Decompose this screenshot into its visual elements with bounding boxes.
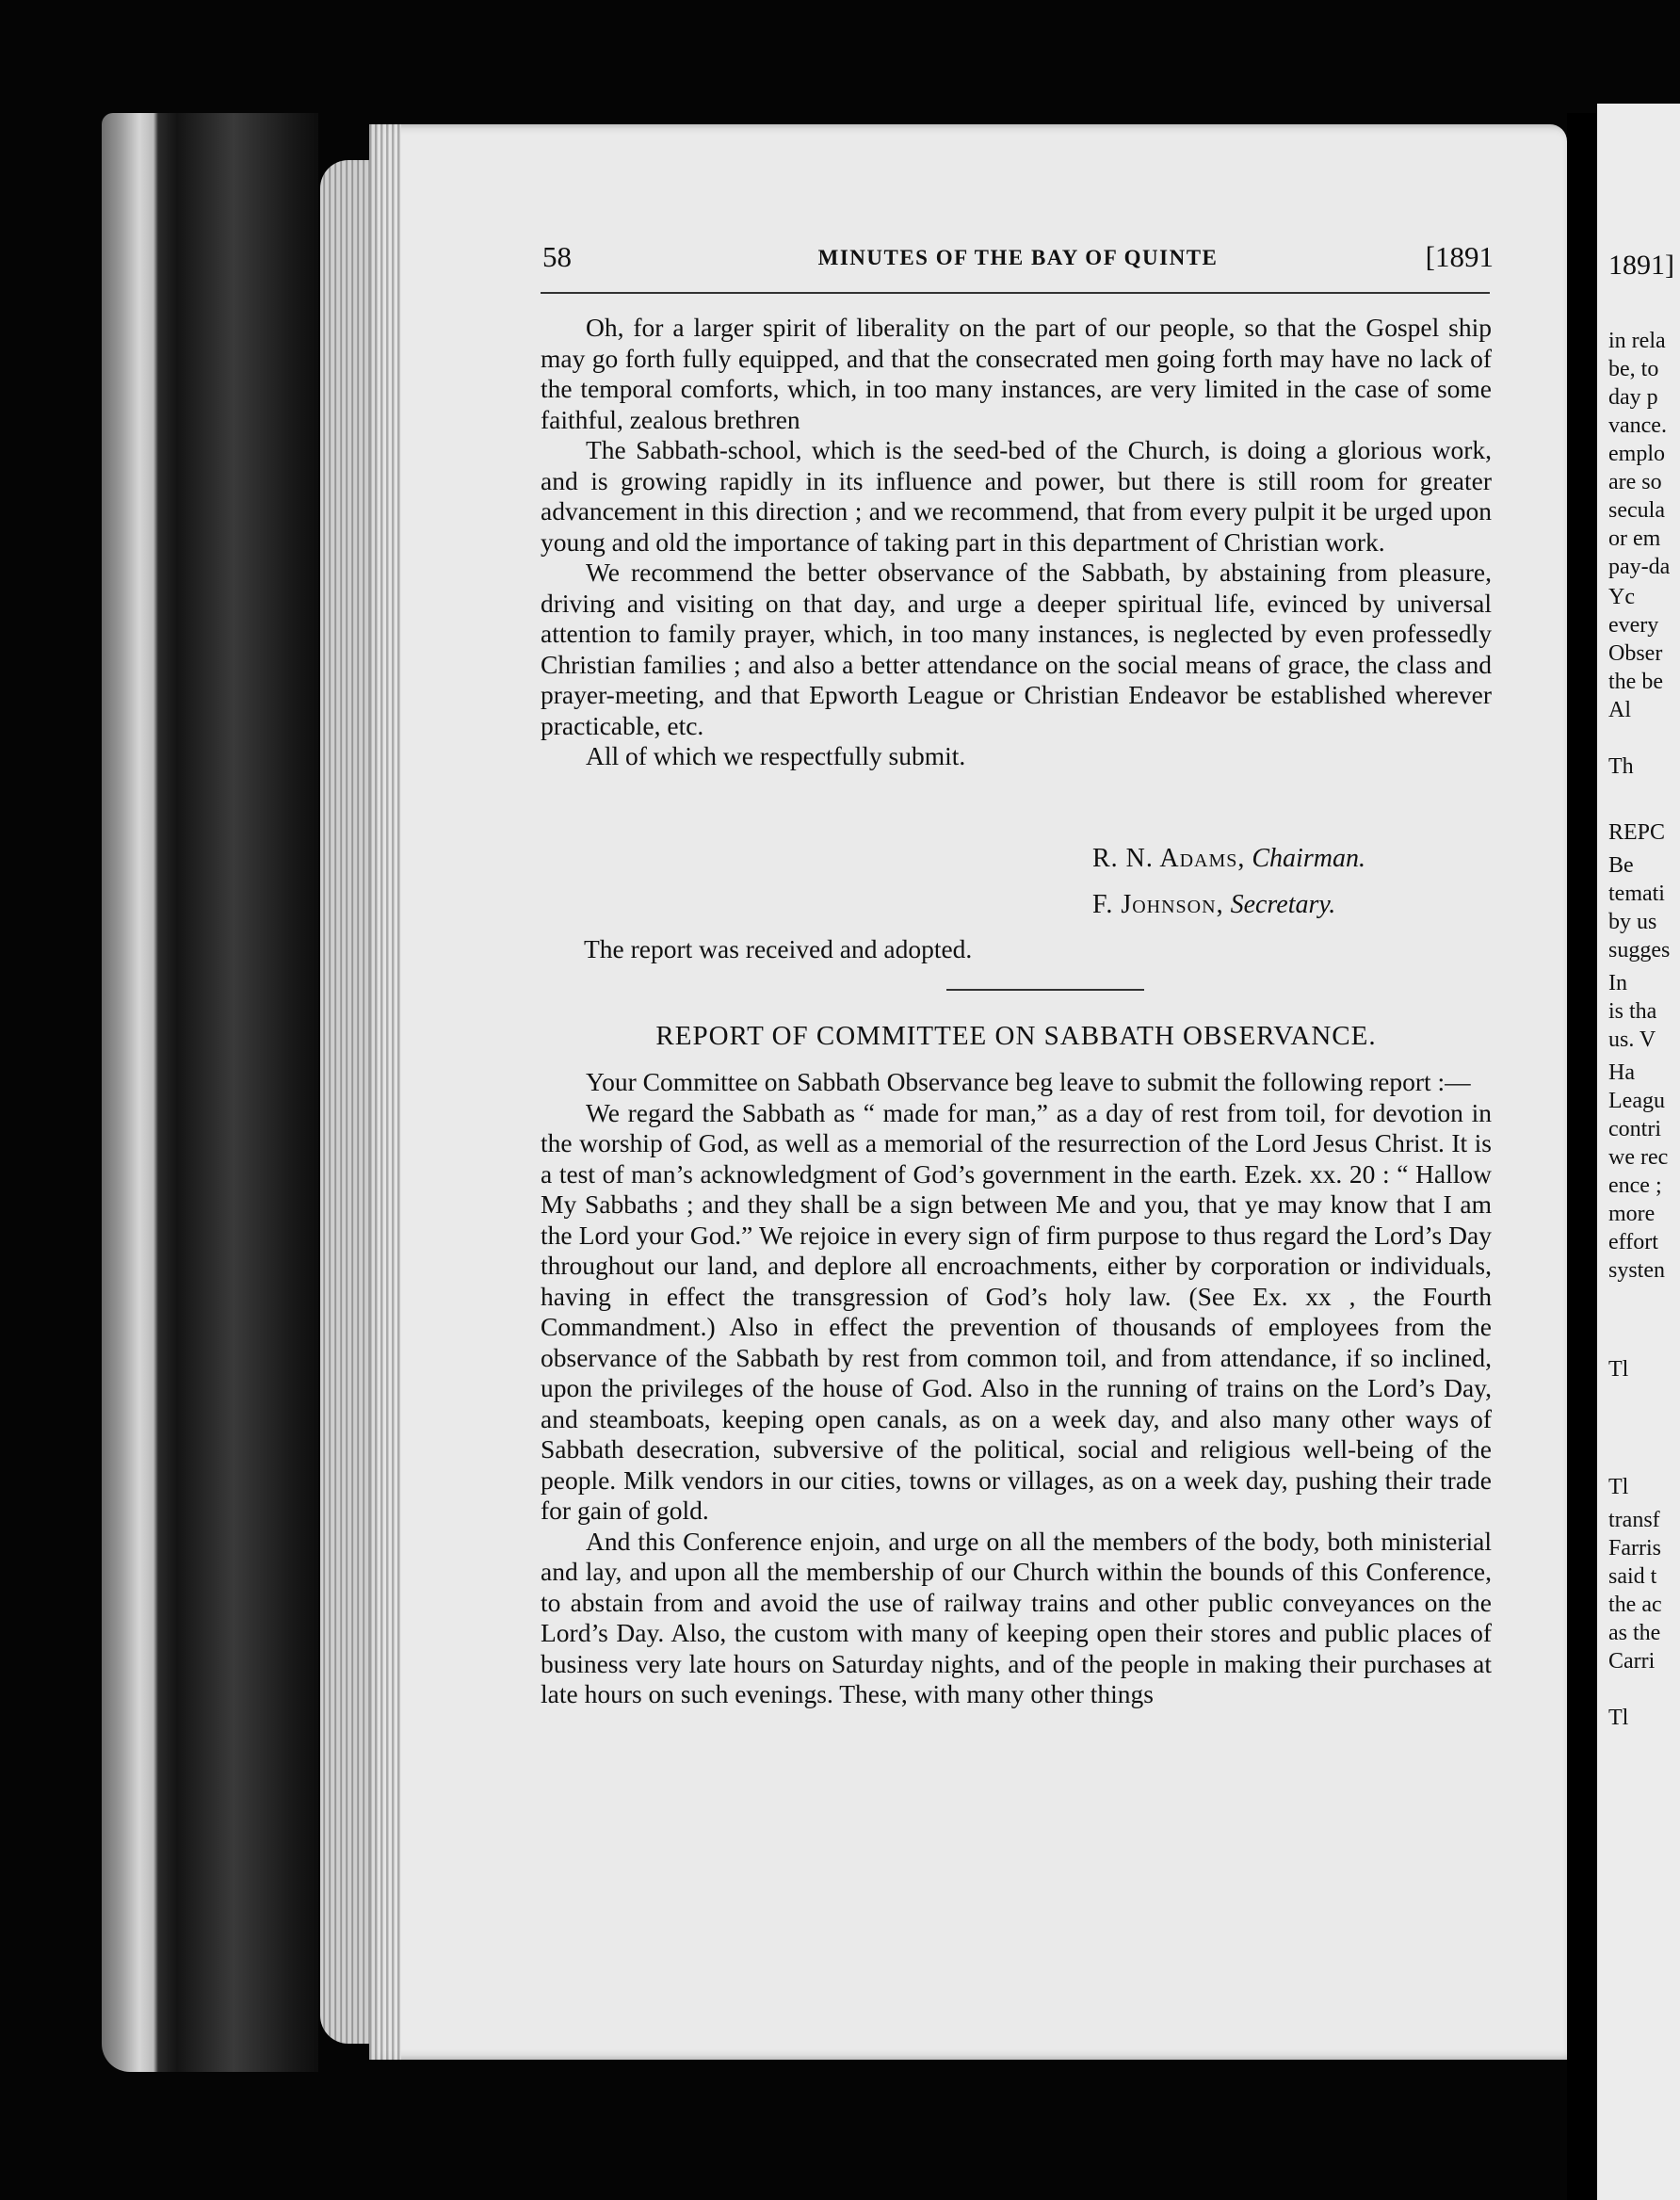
page-stack-lines (369, 124, 401, 2060)
paragraph-liberality: Oh, for a larger spirit of liberality on the part of our people, so that the Gospel ship may go forth fully equipped, and that the consecrated men going forth may have no lack of the temporal comforts, which, in too many instances, are very limited in the case of some faithful, zealous brethren (541, 313, 1492, 434)
facing-page-line: us. V (1608, 1027, 1656, 1052)
facing-page-line: systen (1608, 1258, 1665, 1283)
facing-page-line: emplo (1608, 442, 1665, 466)
signature-role: Secretary. (1230, 890, 1336, 919)
facing-page-line: contri (1608, 1117, 1661, 1141)
facing-page-line: Tl (1608, 1357, 1629, 1382)
running-header (542, 240, 1494, 278)
facing-page-line: Al (1608, 698, 1631, 722)
paragraph-submit: All of which we respectfully submit. (586, 741, 966, 770)
header-year: [1891 (1425, 240, 1494, 273)
facing-page-line: Carri (1608, 1649, 1656, 1674)
facing-page-line: or em (1608, 526, 1661, 551)
facing-page-line: said t (1608, 1564, 1657, 1589)
facing-page-line: Yc (1608, 585, 1635, 609)
signature-role: Chairman. (1252, 844, 1365, 873)
facing-page-line: the be (1608, 670, 1663, 694)
facing-page-header: 1891] (1608, 250, 1674, 281)
facing-page-line: more (1608, 1202, 1656, 1226)
facing-page-line: be, to (1608, 357, 1659, 381)
paragraph-sabbath-observance: We recommend the better observance of the Sabbath, by abstaining from pleasure, driving and visiting on that day, and urge a deeper spiritual life, evinced by universal attention to family prayer, which, in too many instances, is neglected by even professedly Christian families ; and also a better attendance on the social means of grace, the class and prayer-meeting, and that Epworth League or Christian Endeavor be established wherever practicable, etc. (541, 558, 1492, 740)
facing-page-line: is tha (1608, 999, 1657, 1024)
facing-page-line: vance. (1608, 413, 1667, 438)
facing-page-line: Farris (1608, 1536, 1661, 1561)
facing-page-line: day p (1608, 385, 1658, 410)
header-rule (541, 292, 1490, 294)
signature-chairman (1092, 844, 1365, 874)
facing-page-line: Be (1608, 853, 1634, 878)
facing-page (1597, 104, 1680, 2200)
facing-page-line: the ac (1608, 1593, 1662, 1617)
report-continuation (541, 313, 1492, 772)
report-heading: REPORT OF COMMITTEE ON SABBATH OBSERVANCE. (655, 1021, 1377, 1051)
page-fore-edge (320, 160, 377, 2044)
paragraph-regard-sabbath: We regard the Sabbath as “ made for man,” as a day of rest from toil, for devotion in the worship of God, as well as a memorial of the resurrection of the Lord Jesus Christ. It is a test of man’s acknowledgment of God’s government in the earth. Ezek. xx. 20 : “ Hallow My Sabbaths ; and they shall be a sign between Me and you, that ye may know that I am the Lord your God.” We rejoice in every sign of firm purpose to thus regard the Lord’s Day throughout our land, and deplore all encroachments, either by corporation or individuals, having in effect the transgression of God’s holy law. (See Ex. xx , the Fourth Commandment.) Also in effect the prevention of thousands of employees from the observance of the Sabbath by rest from common toil, and from attendance, if so inclined, upon the privileges of the house of God. Also in the running of trains on the Lord’s Day, and steamboats, keeping open canals, as on a week day, and also many other ways of Sabbath desecration, subversive of the political, social and religious well-being of the people. Milk vendors in our cities, towns or villages, as on a week day, pushing their trade for gain of gold. (541, 1097, 1492, 1525)
running-title: MINUTES OF THE BAY OF QUINTE (817, 246, 1219, 269)
facing-page-line: ence ; (1608, 1173, 1662, 1198)
facing-page-line: REPC (1608, 820, 1666, 845)
facing-page-line: pay-da (1608, 555, 1671, 579)
facing-page-line: secula (1608, 498, 1665, 523)
book-gutter (1567, 113, 1597, 2200)
section-divider (946, 989, 1144, 991)
paragraph-sabbath-school: The Sabbath-school, which is the seed-bed of the Church, is doing a glorious work, and is growing rapidly in its influence and power, but there is still room for greater advancement in this direction ; and we recommend, that from every pulpit it be urged upon young and old the importance of taking part in this department of Christian work. (541, 435, 1492, 557)
sabbath-report-body (541, 1067, 1492, 1710)
facing-page-line: Th (1608, 754, 1634, 779)
facing-page-line: are so (1608, 470, 1662, 494)
facing-page-line: Tl (1608, 1706, 1629, 1730)
facing-page-line: Ha (1608, 1060, 1635, 1085)
facing-page-line: by us (1608, 910, 1657, 934)
paragraph-conference-enjoin: And this Conference enjoin, and urge on all the members of the body, both ministerial and lay, and upon all the membership of our Church within the bounds of this Conference, to abstain from and avoid the use of railway trains and other public conveyances on the Lord’s Day. Also, the custom with many of keeping open their stores and public places of business very late hours on Saturday nights, and of the people in making their purchases at late hours on such evenings. These, with many other things (541, 1526, 1492, 1708)
facing-page-line: sugges (1608, 938, 1671, 962)
signature-name: R. N. Adams, (1092, 844, 1246, 873)
facing-page-line: we rec (1608, 1145, 1669, 1170)
facing-page-line: transf (1608, 1508, 1660, 1532)
paragraph-intro: Your Committee on Sabbath Observance beg leave to submit the following report :— (586, 1067, 1471, 1096)
facing-page-line: as the (1608, 1621, 1661, 1645)
facing-page-line: temati (1608, 882, 1665, 906)
facing-page-line: Leagu (1608, 1089, 1665, 1113)
book-spine-edge (102, 113, 318, 2072)
facing-page-line: effort (1608, 1230, 1658, 1254)
facing-page-line: In (1608, 971, 1627, 995)
adopted-line: The report was received and adopted. (584, 934, 973, 963)
page-number: 58 (542, 240, 572, 273)
signature-name: F. Johnson, (1092, 890, 1224, 919)
facing-page-line: Obser (1608, 641, 1663, 666)
facing-page-line: every (1608, 613, 1659, 638)
facing-page-line: in rela (1608, 329, 1666, 353)
facing-page-line: Tl (1608, 1475, 1629, 1499)
signature-secretary (1092, 890, 1335, 920)
